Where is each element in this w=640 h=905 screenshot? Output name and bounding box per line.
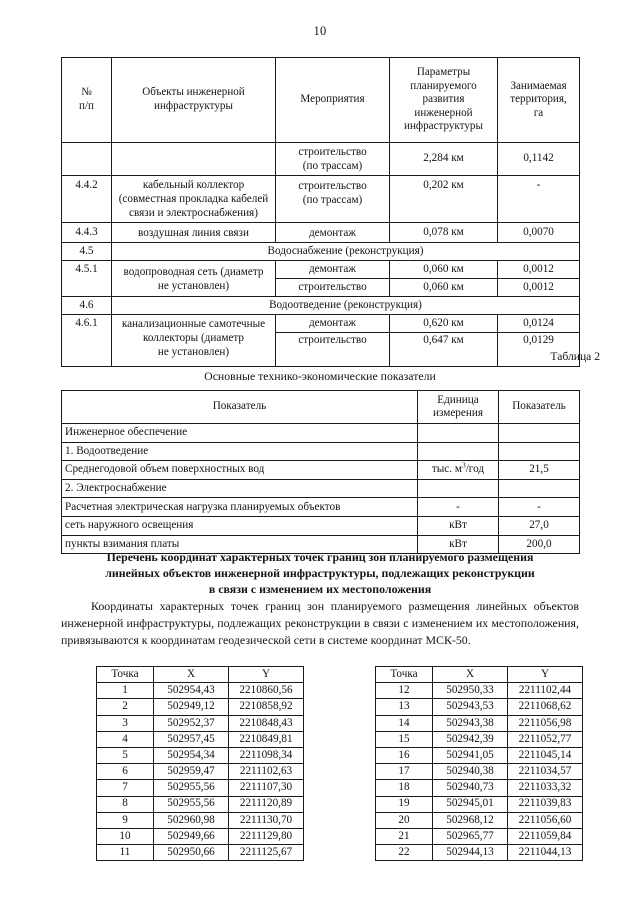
table-row — [62, 143, 580, 176]
table-row — [62, 479, 580, 498]
table-row — [97, 764, 304, 780]
table-row — [97, 731, 304, 747]
coord-y: 2210848,43 — [229, 715, 304, 731]
section-heading-line-1: Перечень координат характерных точек границ зон планируемого размещения — [106, 550, 534, 564]
coord-x: 502954,43 — [154, 683, 229, 699]
table-row — [376, 796, 583, 812]
coord-y: 2211056,98 — [508, 715, 583, 731]
table-row — [376, 812, 583, 828]
coord-y: 2211120,89 — [229, 796, 304, 812]
indicator-unit — [418, 479, 499, 498]
indicator-name: сеть наружного освещения — [62, 516, 418, 535]
table-row — [376, 715, 583, 731]
row-object — [112, 143, 276, 176]
coordinates-table-left-wrapper — [96, 666, 293, 861]
table-header-row — [62, 58, 580, 143]
table-header-row — [97, 667, 304, 683]
indicator-name: пункты взимания платы — [62, 535, 418, 554]
indicator-value: 27,0 — [499, 516, 580, 535]
section-heading-line-3: в связи с изменением их местоположения — [208, 582, 432, 597]
section-number: 4.5 — [62, 243, 112, 261]
coord-x: 502940,73 — [433, 780, 508, 796]
coord-y: 2211107,30 — [229, 780, 304, 796]
coord-y: 2211033,32 — [508, 780, 583, 796]
coord-x: 502950,33 — [433, 683, 508, 699]
coord-y: 2211098,34 — [229, 747, 304, 763]
row-measure: строительство (по трассам) — [276, 176, 390, 223]
table-header-row — [62, 391, 580, 424]
row-parameter: 0,060 км — [390, 261, 498, 279]
coord-x: 502942,39 — [433, 731, 508, 747]
coord-x: 502954,34 — [154, 747, 229, 763]
coord-point: 15 — [376, 731, 433, 747]
coord-x: 502959,47 — [154, 764, 229, 780]
row-object: водопроводная сеть (диаметр не установлен) — [112, 261, 276, 297]
engineering-infrastructure-table-wrapper — [61, 57, 579, 367]
table-header-row — [376, 667, 583, 683]
row-parameter: 0,620 км — [390, 315, 498, 333]
row-area: 0,0012 — [498, 279, 580, 297]
table-row — [376, 780, 583, 796]
section-heading-line-2: линейных объектов инженерной инфраструктуры, подлежащих реконструкции — [105, 566, 535, 581]
row-number: 4.4.2 — [62, 176, 112, 223]
coord-x: 502940,38 — [433, 764, 508, 780]
indicator-value — [499, 479, 580, 498]
row-measure: демонтаж — [276, 315, 390, 333]
coord-x: 502968,12 — [433, 812, 508, 828]
coord-y: 2211068,62 — [508, 699, 583, 715]
coord-y: 2211044,13 — [508, 845, 583, 861]
header-cell-x: X — [433, 667, 508, 683]
table-row — [62, 315, 580, 333]
table-row — [376, 747, 583, 763]
table-row — [376, 828, 583, 844]
header-cell-area: Занимаемая территория, га — [498, 58, 580, 143]
row-measure: строительство — [276, 279, 390, 297]
coord-point: 18 — [376, 780, 433, 796]
coord-x: 502950,66 — [154, 845, 229, 861]
table-row — [62, 424, 580, 443]
unit-superscript: 3 — [461, 460, 466, 470]
section-title: Водоотведение (реконструкция) — [112, 297, 580, 315]
row-object: воздушная линия связи — [112, 223, 276, 243]
coord-x: 502943,38 — [433, 715, 508, 731]
indicator-unit: кВт — [418, 535, 499, 554]
row-measure: демонтаж — [276, 223, 390, 243]
row-area: 0,0070 — [498, 223, 580, 243]
indicator-name: Инженерное обеспечение — [62, 424, 418, 443]
header-cell-value: Показатель — [499, 391, 580, 424]
header-cell-number: № п/п — [62, 58, 112, 143]
section-title: Водоснабжение (реконструкция) — [112, 243, 580, 261]
row-area: - — [498, 176, 580, 223]
table-row — [376, 699, 583, 715]
coord-x: 502960,98 — [154, 812, 229, 828]
row-area: 0,0012 — [498, 261, 580, 279]
body-paragraph: Координаты характерных точек границ зон планируемого размещения линейных объектов инженерной инфраструктуры, подлежащих реконструкции в связи с изменением их местоположения, привязываются к координатам геодезической сети в системе координат МСК-50. — [61, 599, 579, 647]
row-number: 4.5.1 — [62, 261, 112, 297]
coord-x: 502944,13 — [433, 845, 508, 861]
table-row — [376, 731, 583, 747]
indicator-value: 21,5 — [499, 461, 580, 480]
table-row — [97, 699, 304, 715]
indicator-name: Расчетная электрическая нагрузка планируемых объектов — [62, 498, 418, 517]
coord-x: 502945,01 — [433, 796, 508, 812]
coord-y: 2210849,81 — [229, 731, 304, 747]
header-cell-indicator: Показатель — [62, 391, 418, 424]
indicator-value — [499, 442, 580, 461]
header-cell-point: Точка — [376, 667, 433, 683]
table2-caption: Основные технико-экономические показатели — [204, 369, 436, 383]
row-number: 4.6.1 — [62, 315, 112, 367]
coord-point: 9 — [97, 812, 154, 828]
technical-economic-indicators-table — [61, 390, 580, 554]
technical-economic-indicators-table-wrapper — [61, 390, 579, 554]
table-row — [97, 715, 304, 731]
indicator-unit: тыс. $м^3$/год — [418, 461, 499, 480]
table-row — [62, 498, 580, 517]
coord-point: 17 — [376, 764, 433, 780]
coord-point: 6 — [97, 764, 154, 780]
row-object: канализационные самотечные коллекторы (диаметр не установлен) — [112, 315, 276, 367]
row-parameter: 2,284 км — [390, 143, 498, 176]
coordinates-table-right-wrapper — [375, 666, 572, 861]
section-number: 4.6 — [62, 297, 112, 315]
table-row — [97, 747, 304, 763]
coord-y: 2211129,80 — [229, 828, 304, 844]
table-row — [62, 516, 580, 535]
table-row — [62, 261, 580, 279]
page-number: 10 — [313, 24, 327, 38]
coord-point: 11 — [97, 845, 154, 861]
coordinates-table-right — [375, 666, 583, 861]
coord-y: 2210858,92 — [229, 699, 304, 715]
header-cell-measures: Мероприятия — [276, 58, 390, 143]
row-measure: строительство — [276, 333, 390, 367]
coord-point: 7 — [97, 780, 154, 796]
row-area: 0,0129 — [498, 333, 580, 367]
indicator-value: - — [499, 498, 580, 517]
coord-y: 2211045,14 — [508, 747, 583, 763]
coord-point: 2 — [97, 699, 154, 715]
coord-point: 16 — [376, 747, 433, 763]
coord-y: 2211052,77 — [508, 731, 583, 747]
table-row — [97, 828, 304, 844]
coord-point: 5 — [97, 747, 154, 763]
header-cell-y: Y — [508, 667, 583, 683]
indicator-value: 200,0 — [499, 535, 580, 554]
indicator-unit: кВт — [418, 516, 499, 535]
coord-y: 2211039,83 — [508, 796, 583, 812]
indicator-value — [499, 424, 580, 443]
coord-y: 2210860,56 — [229, 683, 304, 699]
coord-point: 13 — [376, 699, 433, 715]
table-row — [376, 845, 583, 861]
indicator-unit: - — [418, 498, 499, 517]
indicator-unit — [418, 424, 499, 443]
table-section-row — [62, 297, 580, 315]
coord-y: 2211102,63 — [229, 764, 304, 780]
coordinates-table-left — [96, 666, 304, 861]
coord-point: 19 — [376, 796, 433, 812]
row-area: 0,1142 — [498, 143, 580, 176]
table2-label: Таблица 2 — [550, 350, 600, 363]
coord-x: 502943,53 — [433, 699, 508, 715]
section-heading — [70, 549, 570, 598]
coord-x: 502965,77 — [433, 828, 508, 844]
coord-point: 4 — [97, 731, 154, 747]
coord-x: 502949,66 — [154, 828, 229, 844]
table-row — [97, 683, 304, 699]
header-cell-y: Y — [229, 667, 304, 683]
table-row — [62, 176, 580, 223]
row-measure: строительство (по трассам) — [276, 143, 390, 176]
table-row — [62, 442, 580, 461]
row-parameter: 0,202 км — [390, 176, 498, 223]
coord-x: 502941,05 — [433, 747, 508, 763]
row-parameter: 0,647 км — [390, 333, 498, 367]
coord-point: 12 — [376, 683, 433, 699]
coord-point: 1 — [97, 683, 154, 699]
coord-x: 502955,56 — [154, 796, 229, 812]
table-row — [97, 796, 304, 812]
coord-y: 2211056,60 — [508, 812, 583, 828]
indicator-name: 1. Водоотведение — [62, 442, 418, 461]
coord-x: 502957,45 — [154, 731, 229, 747]
coord-x: 502952,37 — [154, 715, 229, 731]
coord-point: 3 — [97, 715, 154, 731]
row-area: 0,0124 — [498, 315, 580, 333]
coord-point: 8 — [97, 796, 154, 812]
table-row — [97, 845, 304, 861]
coord-y: 2211102,44 — [508, 683, 583, 699]
header-cell-objects: Объекты инженерной инфраструктуры — [112, 58, 276, 143]
coord-point: 22 — [376, 845, 433, 861]
indicator-name: Среднегодовой объем поверхностных вод — [62, 461, 418, 480]
coord-x: 502949,12 — [154, 699, 229, 715]
row-parameter: 0,078 км — [390, 223, 498, 243]
coord-y: 2211034,57 — [508, 764, 583, 780]
coord-point: 21 — [376, 828, 433, 844]
table-section-row — [62, 243, 580, 261]
coord-x: 502955,56 — [154, 780, 229, 796]
row-number — [62, 143, 112, 176]
header-cell-parameters: Параметры планируемого развития инженерной инфраструктуры — [390, 58, 498, 143]
table-row — [97, 812, 304, 828]
coord-y: 2211125,67 — [229, 845, 304, 861]
indicator-unit — [418, 442, 499, 461]
row-parameter: 0,060 км — [390, 279, 498, 297]
engineering-infrastructure-table — [61, 57, 580, 367]
table-row — [376, 764, 583, 780]
row-object: кабельный коллектор (совместная прокладка кабелей связи и электроснабжения) — [112, 176, 276, 223]
coord-point: 20 — [376, 812, 433, 828]
header-cell-point: Точка — [97, 667, 154, 683]
header-cell-unit: Единица измерения — [418, 391, 499, 424]
coord-y: 2211130,70 — [229, 812, 304, 828]
indicator-name: 2. Электроснабжение — [62, 479, 418, 498]
row-number: 4.4.3 — [62, 223, 112, 243]
table-row — [62, 461, 580, 480]
header-cell-x: X — [154, 667, 229, 683]
coord-point: 14 — [376, 715, 433, 731]
coord-y: 2211059,84 — [508, 828, 583, 844]
table-row — [97, 780, 304, 796]
row-measure: демонтаж — [276, 261, 390, 279]
coord-point: 10 — [97, 828, 154, 844]
table-row — [62, 223, 580, 243]
table-row — [376, 683, 583, 699]
